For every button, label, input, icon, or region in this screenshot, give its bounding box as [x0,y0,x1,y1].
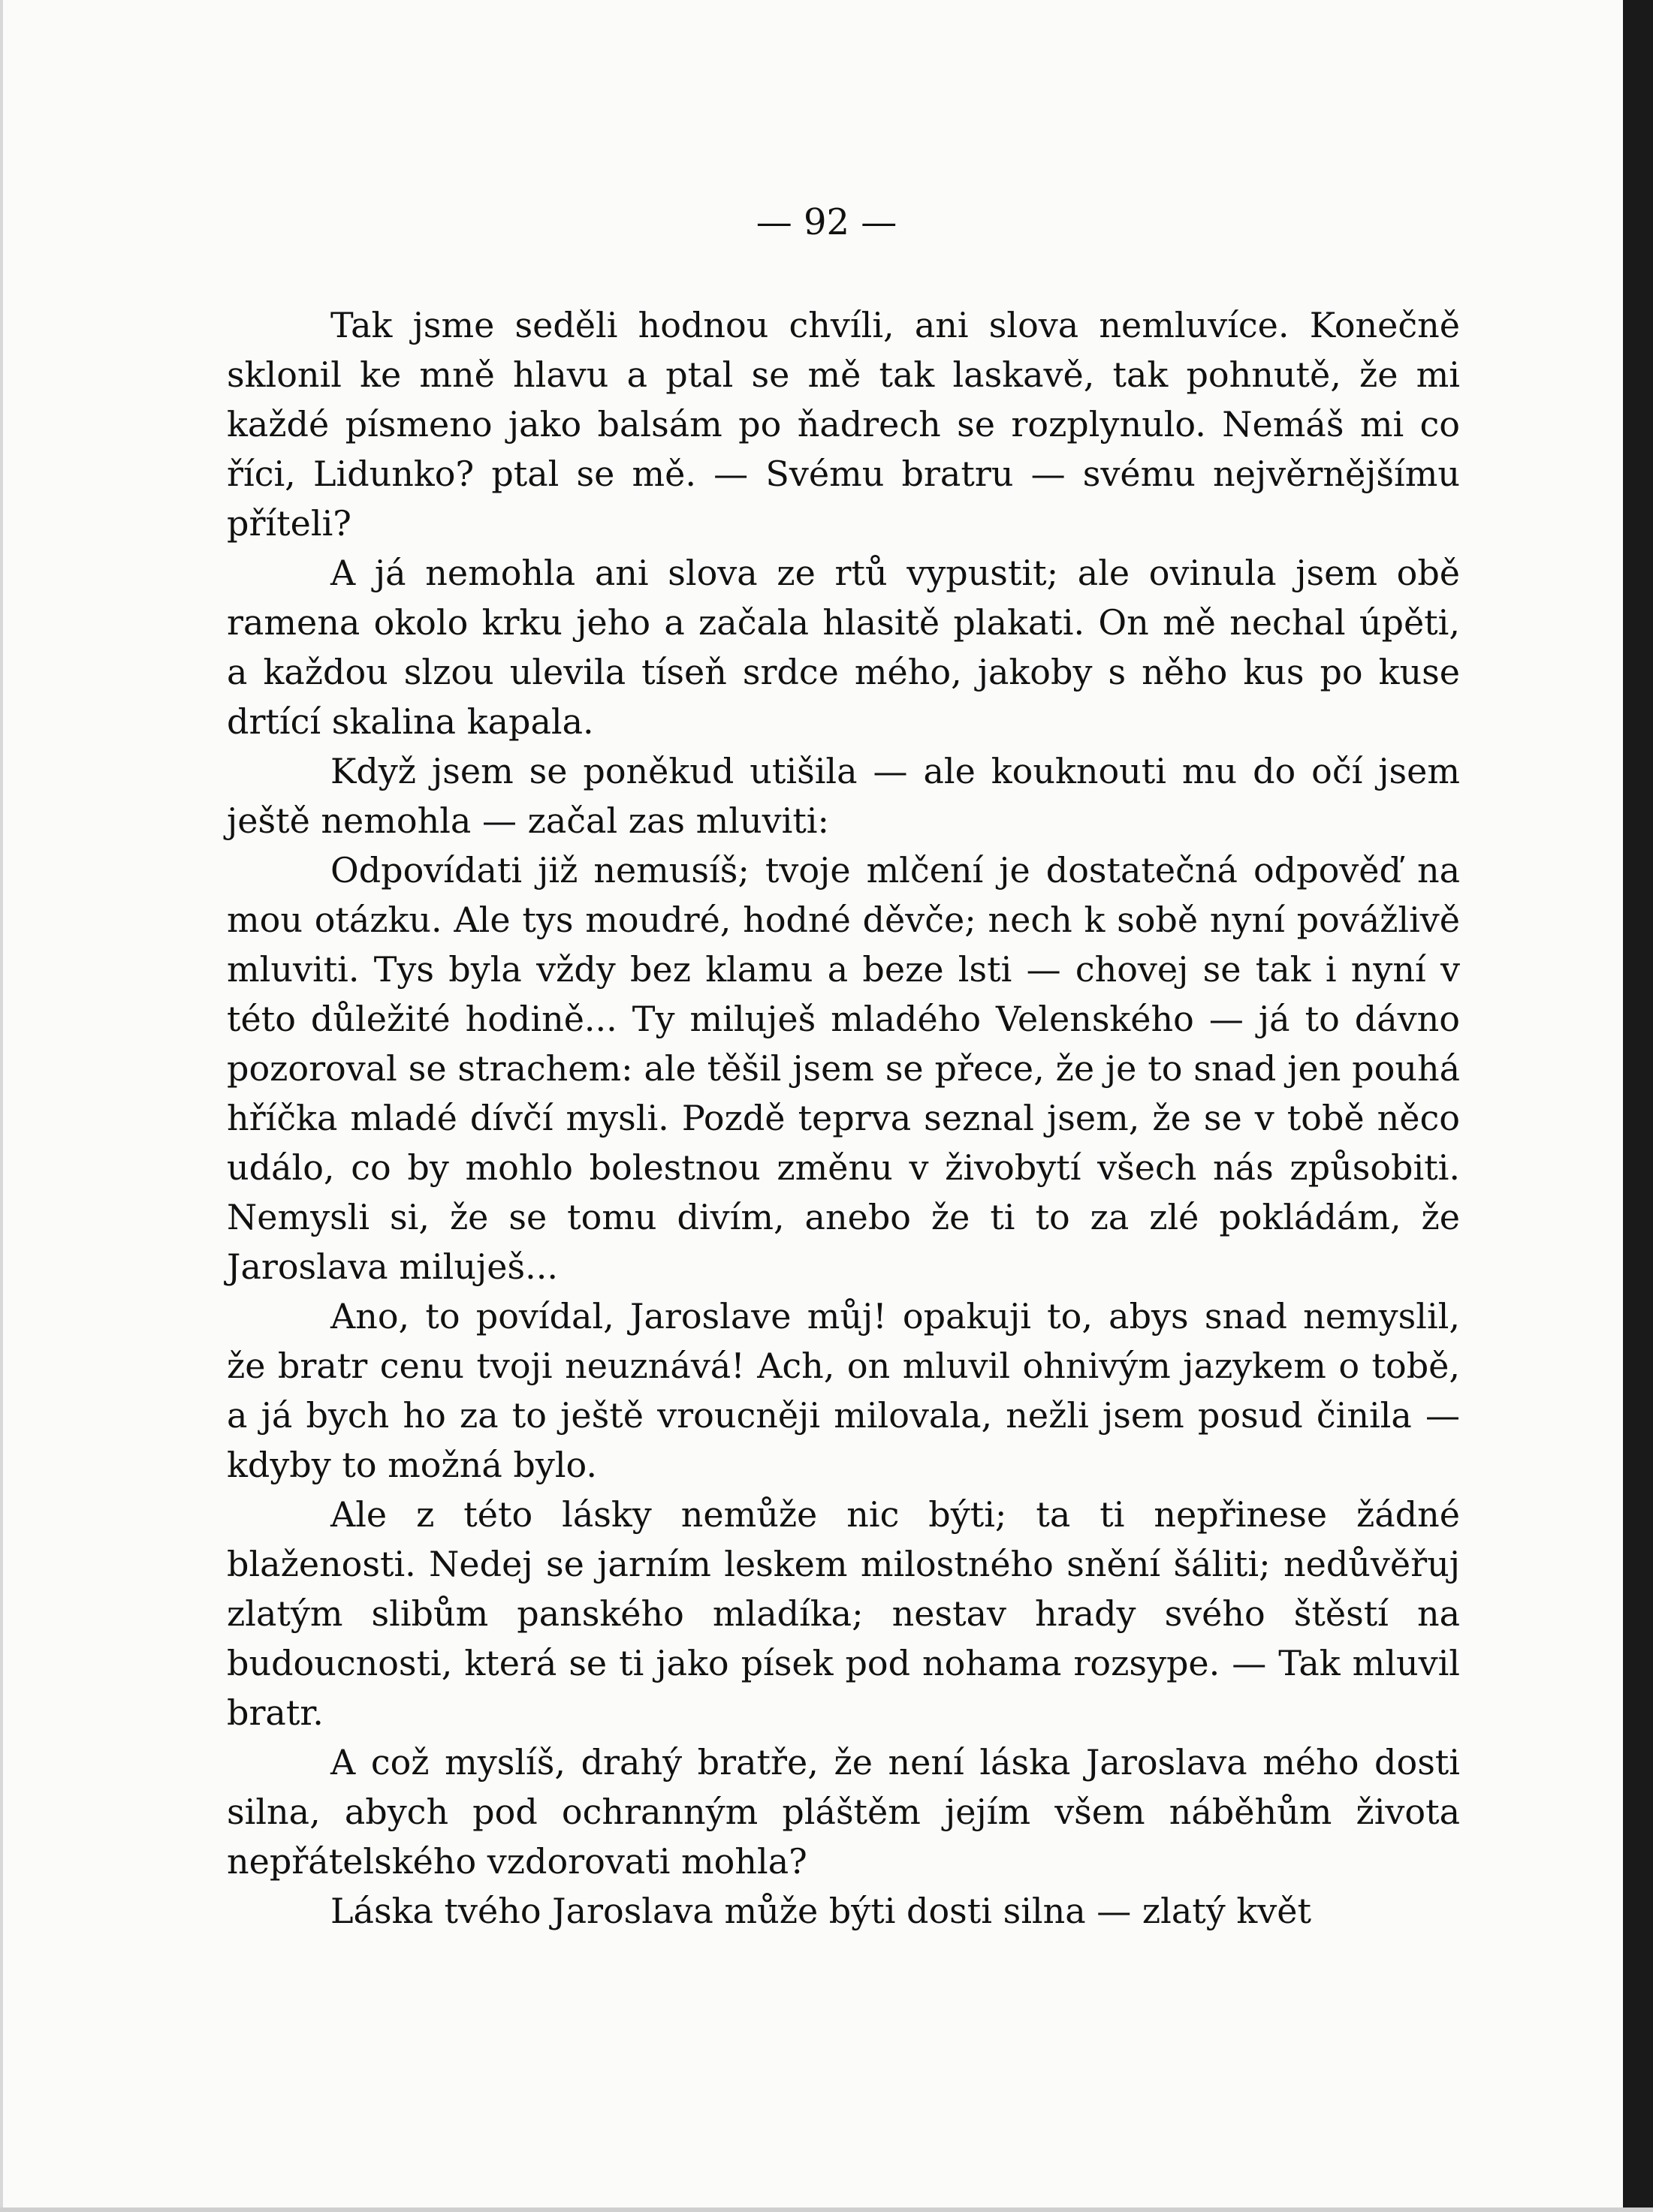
paragraph-5: Ano, to povídal, Jaroslave můj! opakuji to, abys snad nemyslil, že bratr cenu tvoji neuznává! Ach, on mluvil ohnivým jazykem o tobě, a já bych ho za to ještě vroucněji milovala, nežli jsem posud činila — kdyby to možná bylo. [227,1296,1460,1485]
paragraph-8: Láska tvého Jaroslava může býti dosti silna — zlatý květ [330,1891,1311,1931]
paragraph-2: A já nemohla ani slova ze rtů vypustit; ale ovinula jsem obě ramena okolo krku jeho a začala hlasitě plakati. On mě nechal úpěti, a každou slzou ulevila tíseň srdce mého, jakoby s něho kus po kuse drtící skalina kapala. [227,553,1460,742]
paragraph-4: Odpovídati již nemusíš; tvoje mlčení je dostatečná odpověď na mou otázku. Ale tys moudré, hodné děvče; nech k sobě nyní povážlivě mluviti. Tys byla vždy bez klamu a beze lsti — chovej se tak i nyní v této důležité hodině... Ty miluješ mladého Velenského — já to dávno pozoroval se strachem: ale těšil jsem se přece, že je to snad jen pouhá hříčka mladé dívčí mysli. Pozdě teprva seznal jsem, že se v tobě něco událo, co by mohlo bolestnou změnu v živobytí všech nás způsobiti. Nemysli si, že se tomu divím, anebo že ti to za zlé pokládám, že Jaroslava miluješ... [227,850,1460,1287]
page-number: — 92 — [756,201,897,243]
paragraph-6: Ale z této lásky nemůže nic býti; ta ti nepřinese žádné blaženosti. Nedej se jarním leskem milostného snění šáliti; nedůvěřuj zlatým slibům panského mladíka; nestav hrady svého štěstí na budoucnosti, která se ti jako písek pod nohama rozsype. — Tak mluvil bratr. [227,1494,1460,1733]
paragraph-3: Když jsem se poněkud utišila — ale kouknouti mu do očí jsem ještě nemohla — začal zas mluviti: [227,751,1460,841]
paragraph-7: A což myslíš, drahý bratře, že není láska Jaroslava mého dosti silna, abych pod ochranným pláštěm jejím všem náběhům života nepřátelského vzdorovati mohla? [227,1742,1460,1882]
paragraph-1: Tak jsme seděli hodnou chvíli, ani slova nemluvíce. Konečně sklonil ke mně hlavu a ptal se mě tak laskavě, tak pohnutě, že mi každé písmeno jako balsám po ňadrech se rozplynulo. Nemáš mi co říci, Lidunko? ptal se mě. — Svému bratru — svému nejvěrnějšímu příteli? [227,305,1460,544]
page-bottom-edge [0,2207,1653,2212]
body-text [227,300,1460,1936]
page-left-edge [0,0,3,2212]
scan-border-right [1623,0,1653,2212]
